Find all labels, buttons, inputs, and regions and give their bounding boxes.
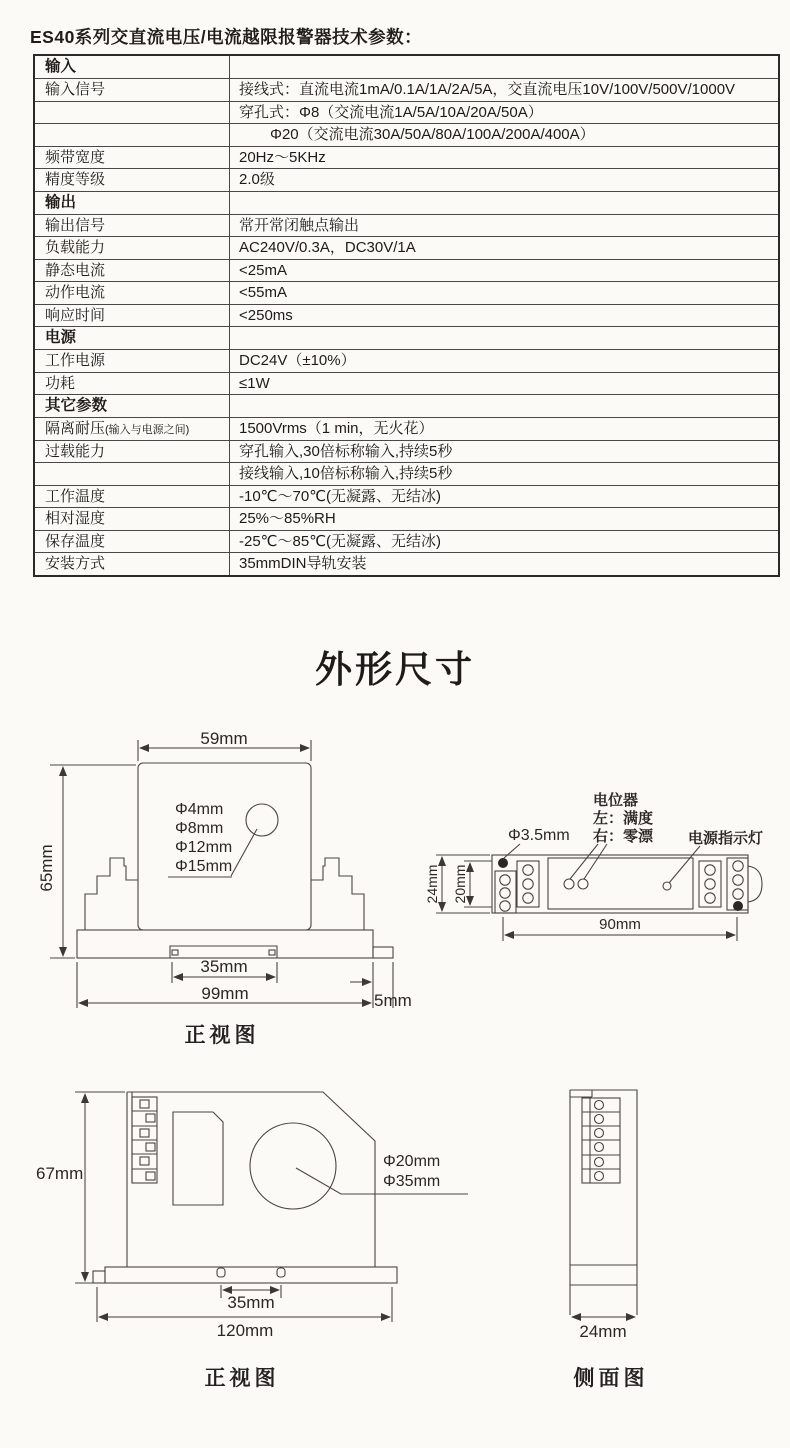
- spec-value: <25mA: [239, 261, 287, 279]
- dim-total-120-label: 120mm: [216, 1321, 274, 1340]
- spec-label-cell: [34, 124, 230, 146]
- dim-slot-35-label-2: 35mm: [227, 1293, 275, 1312]
- spec-value: 接线式：直流电流1mA/0.1A/1A/2A/5A，交直流电压10V/100V/500V/1000V: [239, 81, 736, 99]
- spec-table: [33, 54, 780, 577]
- table-row: [34, 169, 779, 191]
- spec-label-cell: [34, 418, 230, 440]
- dim-width-59-label: 59mm: [200, 729, 248, 748]
- table-row: [34, 55, 779, 79]
- table-row: [34, 440, 779, 462]
- side-view-drawing: [550, 1088, 690, 1323]
- spec-value: 接线输入,10倍标称输入,持续5秒: [239, 465, 453, 483]
- table-row: [34, 237, 779, 259]
- spec-value-cell: [230, 395, 780, 418]
- dim-tab-5-label: 5mm: [374, 991, 412, 1010]
- table-row: [34, 418, 779, 440]
- table-row: [34, 191, 779, 214]
- spec-label: 静态电流: [45, 261, 106, 279]
- table-row: [34, 304, 779, 326]
- spec-value-cell: [230, 553, 780, 576]
- table-row: [34, 146, 779, 168]
- spec-label: 其它参数: [45, 397, 108, 415]
- table-row: [34, 79, 779, 101]
- spec-value-cell: [230, 169, 780, 191]
- table-row: [34, 327, 779, 350]
- spec-value: 2.0级: [239, 171, 275, 189]
- spec-label-cell: [34, 395, 230, 418]
- spec-value: 穿孔输入,30倍标称输入,持续5秒: [239, 442, 453, 460]
- table-row: [34, 350, 779, 372]
- outline-dimensions-heading: 外形尺寸: [315, 649, 475, 690]
- page-title: ES40系列交直流电压/电流越限报警器技术参数：: [30, 27, 423, 47]
- spec-value-cell: [230, 237, 780, 259]
- spec-label: 精度等级: [45, 171, 106, 189]
- spec-value: AC240V/0.3A，DC30V/1A: [239, 239, 416, 257]
- dim-width-90-label: 90mm: [599, 916, 641, 933]
- spec-label-cell: [34, 237, 230, 259]
- spec-value: DC24V（±10%）: [239, 352, 356, 370]
- table-row: [34, 214, 779, 236]
- spec-label-note: (输入与电源之间): [105, 424, 190, 437]
- spec-value: 35mmDIN导轨安装: [239, 555, 367, 573]
- table-row: [34, 463, 779, 485]
- spec-value: 穿孔式：Φ8（交流电流1A/5A/10A/20A/50A）: [239, 103, 543, 121]
- spec-value-cell: [230, 214, 780, 236]
- table-row: [34, 259, 779, 281]
- hole-dia-20-label: Φ20mm: [383, 1153, 441, 1170]
- spec-label: 功耗: [45, 374, 76, 392]
- spec-label-cell: [34, 372, 230, 394]
- table-row: [34, 508, 779, 530]
- spec-value-cell: [230, 101, 780, 123]
- spec-label: 相对湿度: [45, 510, 106, 528]
- spec-label: 输入: [45, 58, 77, 76]
- dim-width-24-label: 24mm: [579, 1322, 627, 1341]
- spec-value: 20Hz～5KHz: [239, 148, 326, 166]
- spec-label: 输出信号: [45, 216, 106, 234]
- table-row: [34, 124, 779, 146]
- spec-value-cell: [230, 530, 780, 552]
- spec-value-cell: [230, 508, 780, 530]
- spec-label: 隔离耐压: [45, 420, 106, 438]
- spec-label-cell: [34, 485, 230, 507]
- front-view-1-drawing: [40, 728, 400, 1053]
- spec-label: 响应时间: [45, 306, 106, 324]
- spec-value-cell: [230, 463, 780, 485]
- front-view-2-drawing: [30, 1088, 470, 1323]
- spec-value-cell: [230, 191, 780, 214]
- spec-label-cell: [34, 304, 230, 326]
- hole-dia-4-label: Φ4mm: [175, 801, 224, 818]
- spec-value-cell: [230, 485, 780, 507]
- hole-dia-12-label: Φ12mm: [175, 839, 233, 856]
- spec-value: -25℃～85℃(无凝露、无结冰): [239, 532, 442, 550]
- spec-value: -10℃～70℃(无凝露、无结冰): [239, 487, 442, 505]
- spec-label-cell: [34, 327, 230, 350]
- potentiometer-label: 电位器: [593, 792, 639, 809]
- spec-value-cell: [230, 327, 780, 350]
- power-indicator-label: 电源指示灯: [688, 830, 764, 847]
- spec-label: 动作电流: [45, 284, 106, 302]
- dim-height-20-label: 20mm: [452, 864, 468, 904]
- spec-value-cell: [230, 146, 780, 168]
- spec-label: 电源: [45, 329, 77, 347]
- spec-label: 频带宽度: [45, 148, 106, 166]
- spec-label-cell: [34, 55, 230, 79]
- spec-label: 安装方式: [45, 555, 106, 573]
- spec-value-cell: [230, 282, 780, 304]
- pot-left-fullscale-label: 左：满度: [593, 810, 654, 827]
- spec-value: 1500Vrms（1 min，无火花）: [239, 420, 434, 438]
- table-row: [34, 530, 779, 552]
- spec-label: 工作电源: [45, 352, 106, 370]
- spec-value-cell: [230, 418, 780, 440]
- spec-label: 工作温度: [45, 487, 106, 505]
- spec-label-cell: [34, 191, 230, 214]
- table-row: [34, 553, 779, 576]
- hole-dia-3-5-label: Φ3.5mm: [508, 827, 570, 844]
- hole-dia-35-label: Φ35mm: [383, 1173, 441, 1190]
- table-row: [34, 485, 779, 507]
- spec-label-cell: [34, 553, 230, 576]
- spec-label-cell: [34, 530, 230, 552]
- dim-height-67-label: 67mm: [36, 1164, 84, 1183]
- spec-label-cell: [34, 169, 230, 191]
- spec-value-cell: [230, 372, 780, 394]
- spec-value: <55mA: [239, 284, 287, 302]
- spec-label: 保存温度: [45, 532, 106, 550]
- spec-table-body: [34, 55, 779, 576]
- spec-label-cell: [34, 350, 230, 372]
- spec-value-cell: [230, 350, 780, 372]
- spec-label-cell: [34, 508, 230, 530]
- spec-value-cell: [230, 79, 780, 101]
- table-row: [34, 101, 779, 123]
- spec-label-cell: [34, 214, 230, 236]
- front-view-1-caption: 正视图: [184, 1024, 260, 1047]
- spec-value-cell: [230, 124, 780, 146]
- dim-total-99-label: 99mm: [201, 984, 249, 1003]
- spec-value: <250ms: [239, 306, 293, 324]
- pot-right-zerodrift-label: 右：零漂: [593, 828, 654, 845]
- spec-label-cell: [34, 146, 230, 168]
- spec-value-cell: [230, 440, 780, 462]
- front-view-2-caption: 正视图: [204, 1367, 280, 1390]
- spec-table-grid: [33, 54, 780, 577]
- spec-label-cell: [34, 101, 230, 123]
- spec-value-cell: [230, 55, 780, 79]
- table-row: [34, 395, 779, 418]
- spec-label: 输出: [45, 193, 77, 211]
- hole-dia-15-label: Φ15mm: [175, 858, 233, 875]
- spec-label: 输入信号: [45, 81, 106, 99]
- spec-value-cell: [230, 304, 780, 326]
- spec-label-cell: [34, 440, 230, 462]
- spec-label: 负载能力: [45, 239, 106, 257]
- spec-value: 常开常闭触点输出: [239, 216, 360, 234]
- hole-dia-8-label: Φ8mm: [175, 820, 224, 837]
- spec-label-cell: [34, 259, 230, 281]
- side-view-caption: 侧面图: [573, 1367, 649, 1390]
- spec-value: Φ20（交流电流30A/50A/80A/100A/200A/400A）: [270, 126, 595, 144]
- dim-height-65-label: 65mm: [37, 844, 56, 892]
- spec-label-cell: [34, 79, 230, 101]
- table-row: [34, 282, 779, 304]
- table-row: [34, 372, 779, 394]
- spec-label: 过载能力: [45, 442, 106, 460]
- spec-label-cell: [34, 463, 230, 485]
- spec-label-cell: [34, 282, 230, 304]
- spec-value: 25%～85%RH: [239, 510, 336, 528]
- dim-slot-35-label: 35mm: [200, 957, 248, 976]
- spec-value-cell: [230, 259, 780, 281]
- spec-value: ≤1W: [239, 374, 270, 392]
- dim-height-24-label: 24mm: [424, 864, 440, 904]
